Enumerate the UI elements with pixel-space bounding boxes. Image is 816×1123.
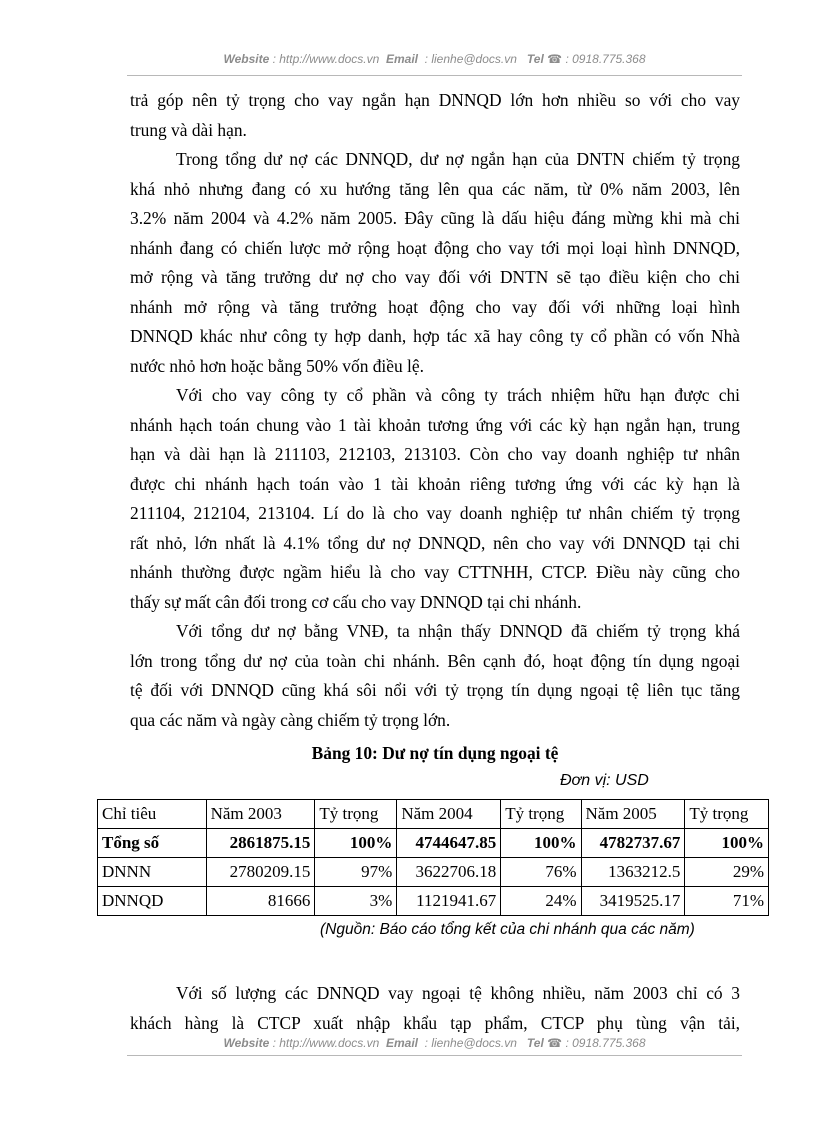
table-cell: 3% (315, 887, 397, 916)
page-header (127, 52, 742, 66)
text-line: Với cho vay công ty cổ phần và công ty trách nhiệm hữu hạn được chi (176, 385, 740, 405)
header-divider (127, 75, 742, 76)
text-line: được chi nhánh hạch toán vào 1 tài khoản riêng tương ứng với các kỳ hạn là (130, 473, 740, 494)
table-cell: 1121941.67 (397, 887, 501, 916)
text-line: nước nhỏ hơn hoặc bằng 50% vốn điều lệ. (130, 355, 424, 376)
text-line: Với số lượng các DNNQD vay ngoại tệ không nhiều, năm 2003 chỉ có 3 (176, 983, 740, 1003)
footer-divider (127, 1055, 742, 1056)
text-line: hạn và dài hạn là 211103, 212103, 213103. Còn cho vay doanh nghiệp tư nhân (130, 444, 740, 464)
table-row (98, 887, 769, 916)
page-footer (127, 1036, 742, 1050)
table-cell: 4782737.67 (581, 829, 685, 858)
website-label: Website (223, 52, 270, 66)
website-label: Website (223, 1036, 270, 1050)
table-cell: 100% (315, 829, 397, 858)
table-cell: 29% (685, 858, 769, 887)
text-line: nhánh mở rộng và tăng trưởng hoạt động cho vay đối với những loại hình (130, 296, 740, 317)
paragraph-4 (130, 617, 740, 735)
table-header-cell: Tỷ trọng (315, 800, 397, 829)
tel-label: Tel (526, 1036, 544, 1050)
table-header-row (98, 800, 769, 829)
table-cell: DNNQD (98, 887, 207, 916)
table-row (98, 858, 769, 887)
text-line: Trong tổng dư nợ các DNNQD, dư nợ ngắn hạn của DNTN chiếm tỷ trọng (176, 149, 740, 169)
text-line: 211104, 212104, 213104. Lí do là cho vay doanh nghiệp tư nhân chiếm tỷ trọng (130, 503, 740, 523)
table-header-cell: Tỷ trọng (685, 800, 769, 829)
text-line: nhánh đang có chiến lược mở rộng hoạt động cho vay tới mọi loại hình DNNQD, (130, 237, 740, 258)
table-unit: Đơn vị: USD (560, 772, 649, 789)
text-line: Với tổng dư nợ bằng VNĐ, ta nhận thấy DNNQD đã chiếm tỷ trọng khá (176, 621, 740, 641)
text-line: qua các năm và ngày càng chiếm tỷ trọng lớn. (130, 709, 451, 730)
table-cell: 24% (501, 887, 581, 916)
table-cell: 81666 (206, 887, 315, 916)
table-header-cell: Tỷ trọng (501, 800, 581, 829)
text-line: mở rộng và tăng trưởng dư nợ cho vay đối với DNTN sẽ tạo điều kiện cho chi (130, 267, 740, 287)
tel-number: ☎ : 0918.775.368 (547, 52, 646, 66)
table-cell: 71% (685, 887, 769, 916)
table-cell: 2780209.15 (206, 858, 315, 887)
table-title: Bảng 10: Dư nợ tín dụng ngoại tệ (311, 743, 559, 763)
text-line: khách hàng là CTCP xuất nhập khẩu tạp phẩm, CTCP phụ tùng vận tải, (130, 1012, 740, 1033)
table-source: (Nguồn: Báo cáo tổng kết của chi nhánh qua các năm) (320, 921, 695, 938)
text-line: tệ đối với DNNQD cũng khá sôi nổi với tỷ trọng tín dụng ngoại tệ liên tục tăng (130, 680, 740, 700)
text-line: nhánh thường được ngầm hiểu là cho vay CTTNHH, CTCP. Điều này cũng cho (130, 562, 740, 582)
body-text-continued (130, 979, 740, 1038)
foreign-currency-credit-table (97, 799, 769, 916)
text-line: lớn trong tổng dư nợ của toàn chi nhánh. Bên cạnh đó, hoạt động tín dụng ngoại (130, 650, 740, 671)
table-header-cell: Năm 2003 (206, 800, 315, 829)
text-line: nhánh hạch toán chung vào 1 tài khoản tương ứng với các kỳ hạn ngắn hạn, trung (130, 414, 740, 435)
table-cell: DNNN (98, 858, 207, 887)
website-url[interactable]: : http://www.docs.vn (272, 52, 380, 66)
email-address[interactable]: : lienhe@docs.vn (424, 52, 517, 66)
text-line: trả góp nên tỷ trọng cho vay ngắn hạn DNNQD lớn hơn nhiều so với cho vay (130, 90, 740, 110)
email-label: Email (385, 52, 418, 66)
table-cell: 4744647.85 (397, 829, 501, 858)
email-label: Email (385, 1036, 418, 1050)
table-cell: 100% (685, 829, 769, 858)
table-header-cell: Năm 2005 (581, 800, 685, 829)
body-text (130, 86, 740, 735)
text-line: thấy sự mất cân đối trong cơ cấu cho vay DNNQD tại chi nhánh. (130, 591, 582, 612)
table-cell: 76% (501, 858, 581, 887)
table-cell: Tổng số (98, 829, 207, 858)
table-cell: 2861875.15 (206, 829, 315, 858)
paragraph-2 (130, 145, 740, 381)
tel-number: ☎ : 0918.775.368 (547, 1036, 646, 1050)
table-header-cell: Chỉ tiêu (98, 800, 207, 829)
text-line: khá nhỏ nhưng đang có xu hướng tăng lên qua các năm, từ 0% năm 2003, lên (130, 178, 740, 199)
text-line: rất nhỏ, lớn nhất là 4.1% tổng dư nợ DNNQD, nên cho vay với DNNQD tại chi (130, 532, 740, 553)
table-cell: 1363212.5 (581, 858, 685, 887)
table-cell: 100% (501, 829, 581, 858)
paragraph-1 (130, 86, 740, 145)
table-row (98, 829, 769, 858)
table-header-cell: Năm 2004 (397, 800, 501, 829)
email-address[interactable]: : lienhe@docs.vn (424, 1036, 517, 1050)
table-cell: 3419525.17 (581, 887, 685, 916)
table-cell: 3622706.18 (397, 858, 501, 887)
text-line: DNNQD khác như công ty hợp danh, hợp tác xã hay công ty cổ phần có vốn Nhà (130, 326, 740, 346)
table-cell: 97% (315, 858, 397, 887)
paragraph-3 (130, 381, 740, 617)
website-url[interactable]: : http://www.docs.vn (272, 1036, 380, 1050)
tel-label: Tel (526, 52, 544, 66)
text-line: trung và dài hạn. (130, 119, 247, 140)
text-line: 3.2% năm 2004 và 4.2% năm 2005. Đây cũng là dấu hiệu đáng mừng khi mà chi (130, 208, 740, 228)
